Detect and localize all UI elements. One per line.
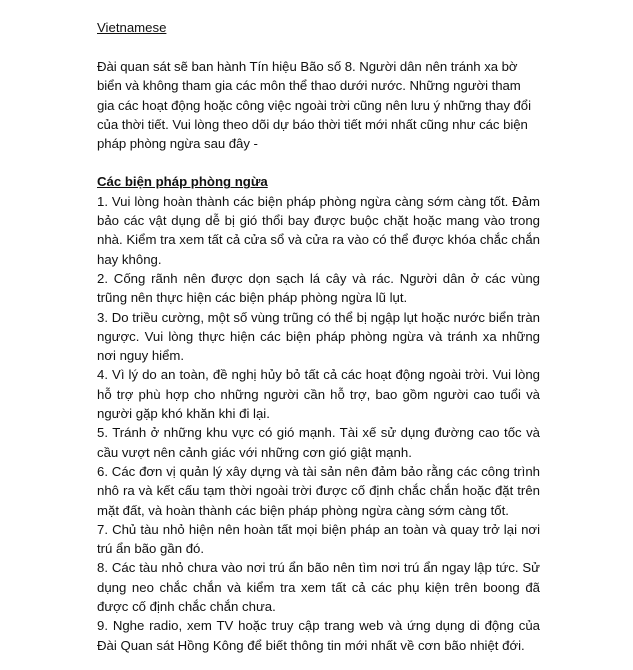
section-heading: Các biện pháp phòng ngừa bbox=[97, 174, 268, 190]
precaution-item-8: 8. Các tàu nhỏ chưa vào nơi trú ẩn bão nên tìm nơi trú ẩn ngay lập tức. Sử dụng neo chắc chắn và kiểm tra xem tất cả các phụ kiện trên boong đã được cố định chắc chắn chưa. bbox=[97, 560, 540, 615]
language-heading: Vietnamese bbox=[97, 20, 167, 35]
precaution-item-5: 5. Tránh ở những khu vực có gió mạnh. Tài xế sử dụng đường cao tốc và cầu vượt nên cảnh giác với những cơn gió giật mạnh. bbox=[97, 425, 540, 460]
document-page bbox=[97, 18, 540, 655]
precaution-list bbox=[97, 192, 540, 655]
precaution-item-7: 7. Chủ tàu nhỏ hiện nên hoàn tất mọi biện pháp an toàn và quay trở lại nơi trú ẩn bão gần đó. bbox=[97, 521, 540, 557]
precaution-item-6: 6. Các đơn vị quản lý xây dựng và tài sản nên đảm bảo rằng các công trình nhô ra và kết cấu tạm thời ngoài trời được cố định chắc chắn hoặc đặt trên mặt đất, và hoàn thành các biện pháp phòng ngừa càng sớm càng tốt. bbox=[97, 463, 540, 518]
precaution-item-4: 4. Vì lý do an toàn, đề nghị hủy bỏ tất cả các hoạt động ngoài trời. Vui lòng hỗ trợ phù hợp cho những người cần hỗ trợ, bao gồm người cao tuổi và người gặp khó khăn khi đi lại. bbox=[97, 367, 540, 422]
precaution-item-1: 1. Vui lòng hoàn thành các biện pháp phòng ngừa càng sớm càng tốt. Đảm bảo các vật dụng dễ bị gió thổi bay được buộc chặt hoặc mang vào trong nhà. Kiểm tra xem tất cả cửa sổ và cửa ra vào có thể được khóa chắc chắn hay không. bbox=[97, 193, 540, 267]
precaution-item-9: 9. Nghe radio, xem TV hoặc truy cập trang web và ứng dụng di động của Đài Quan sát Hồng Kông để biết thông tin mới nhất về cơn bão nhiệt đới. bbox=[97, 618, 540, 653]
precaution-item-3: 3. Do triều cường, một số vùng trũng có thể bị ngập lụt hoặc nước biển tràn ngược. Vui lòng thực hiện các biện pháp phòng ngừa và tránh xa những nơi nguy hiểm. bbox=[97, 309, 540, 364]
intro-paragraph: Đài quan sát sẽ ban hành Tín hiệu Bão số 8. Người dân nên tránh xa bờ biển và không tham gia các môn thể thao dưới nước. Những người tham gia các hoạt động hoặc công việc ngoài trời cũng nên lưu ý những thay đổi của thời tiết. Vui lòng theo dõi dự báo thời tiết mới nhất cũng như các biện pháp phòng ngừa sau đây - bbox=[97, 59, 531, 152]
precaution-item-2: 2. Cống rãnh nên được dọn sạch lá cây và rác. Người dân ở các vùng trũng nên thực hiện các biện pháp phòng ngừa lũ lụt. bbox=[97, 270, 540, 306]
